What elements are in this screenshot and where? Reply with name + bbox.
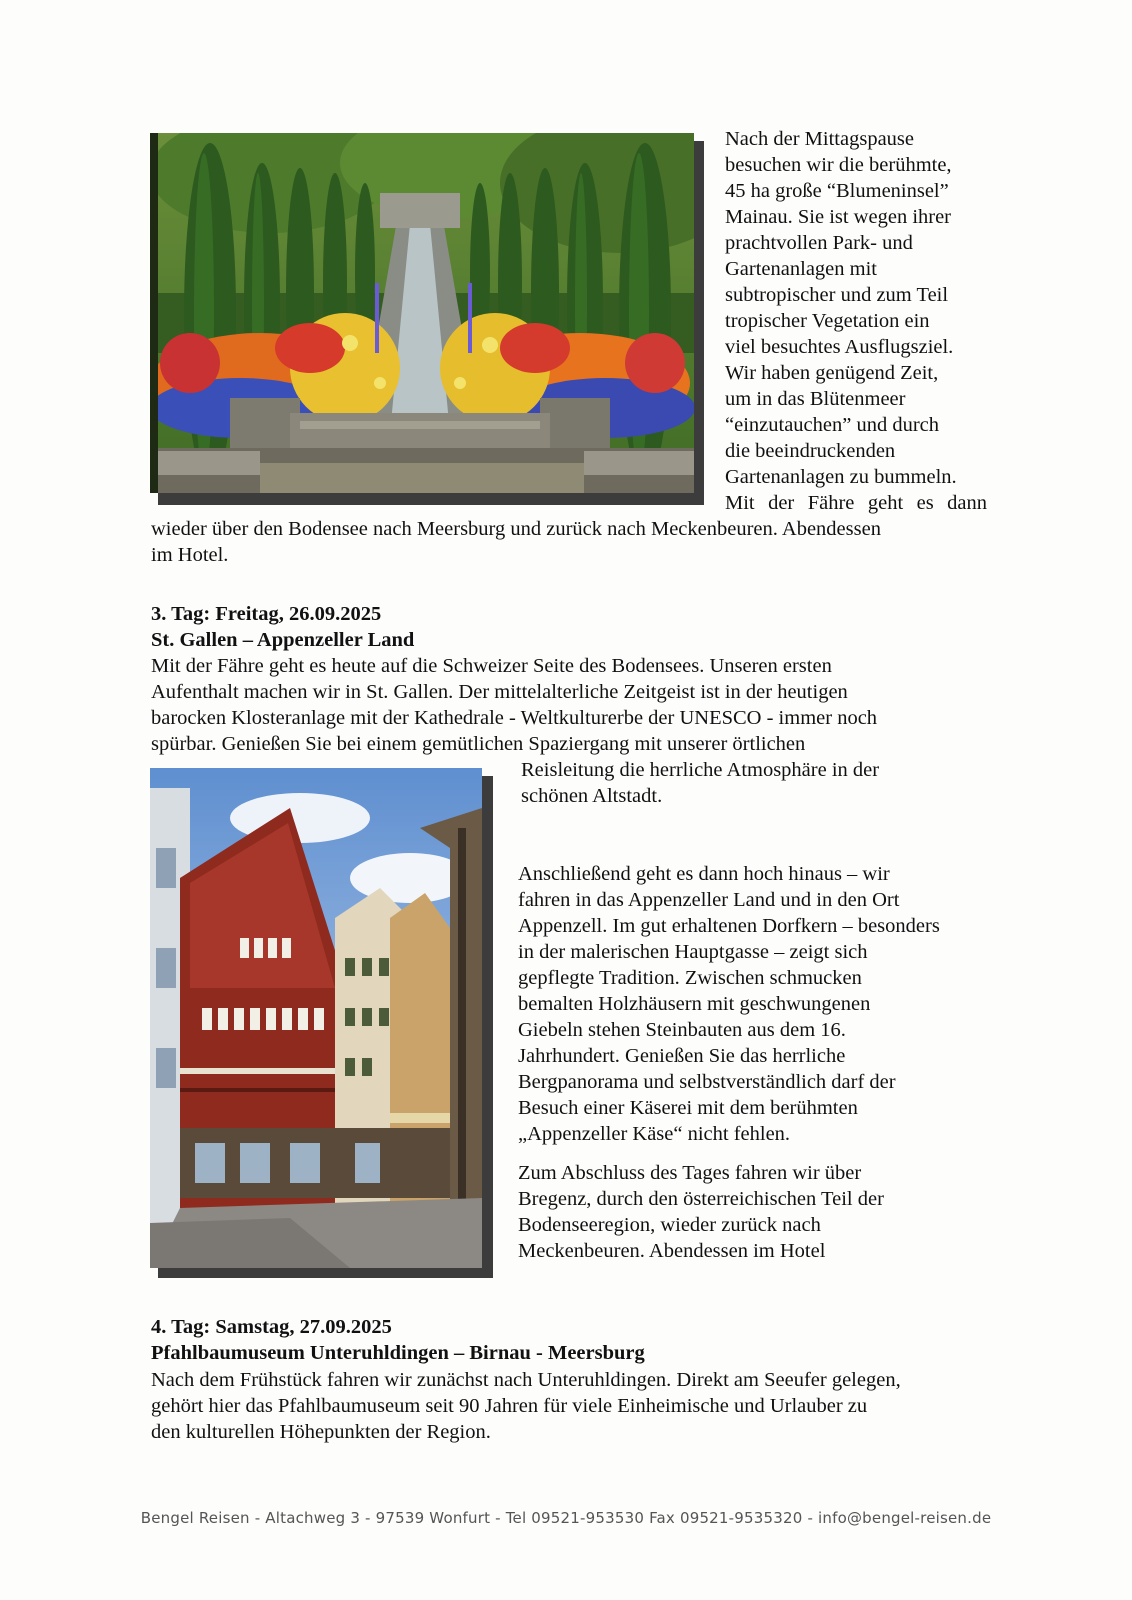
text-line: Appenzell. Im gut erhaltenen Dorfkern – besonders: [518, 915, 940, 937]
text-line: fahren in das Appenzeller Land und in den Ort: [518, 889, 900, 911]
mainau-full-text: [151, 516, 881, 568]
day3-subheading: St. Gallen – Appenzeller Land: [151, 629, 415, 651]
text-line: besuchen wir die berühmte,: [725, 154, 952, 176]
text-line: Reisleitung die herrliche Atmosphäre in der: [521, 759, 880, 781]
day4-text: [151, 1367, 901, 1445]
appenzell-street-photo: [150, 768, 482, 1268]
text-line: Mit der Fähre geht es dann: [725, 492, 987, 514]
text-line: Aufenthalt machen wir in St. Gallen. Der mittelalterliche Zeitgeist ist in der heutigen: [151, 681, 848, 703]
text-line: Wir haben genügend Zeit,: [725, 362, 939, 384]
text-line: „Appenzeller Käse“ nicht fehlen.: [518, 1123, 791, 1145]
mainau-garden-photo: [150, 133, 694, 493]
text-line: um in das Blütenmeer: [725, 388, 906, 410]
text-line: spürbar. Genießen Sie bei einem gemütlichen Spaziergang mit unserer örtlichen: [151, 733, 806, 755]
text-line: Bregenz, durch den österreichischen Teil der: [518, 1188, 884, 1210]
text-line: tropischer Vegetation ein: [725, 310, 930, 332]
day4-heading: 4. Tag: Samstag, 27.09.2025: [151, 1316, 392, 1338]
text-line: Bergpanorama und selbstverständlich darf der: [518, 1071, 896, 1093]
text-line: Gartenanlagen mit: [725, 258, 877, 280]
text-line: prachtvollen Park- und: [725, 232, 913, 254]
day3-side-text-3: [518, 1160, 884, 1264]
text-line: Bodenseeregion, wieder zurück nach: [518, 1214, 821, 1236]
day3-heading: 3. Tag: Freitag, 26.09.2025: [151, 603, 382, 625]
text-line: Nach der Mittagspause: [725, 128, 914, 150]
day4-subheading: Pfahlbaumuseum Unteruhldingen – Birnau - Meersburg: [151, 1342, 645, 1364]
text-line: Giebeln stehen Steinbauten aus dem 16.: [518, 1019, 846, 1041]
text-line: in der malerischen Hauptgasse – zeigt sich: [518, 941, 868, 963]
text-line: viel besuchtes Ausflugsziel.: [725, 336, 954, 358]
text-line: Jahrhundert. Genießen Sie das herrliche: [518, 1045, 846, 1067]
text-line: bemalten Holzhäusern mit geschwungenen: [518, 993, 871, 1015]
text-line: die beeindruckenden: [725, 440, 896, 462]
text-line: Mit der Fähre geht es heute auf die Schweizer Seite des Bodensees. Unseren ersten: [151, 655, 832, 677]
text-line: den kulturellen Höhepunkten der Region.: [151, 1421, 491, 1443]
text-line: gehört hier das Pfahlbaumuseum seit 90 Jahren für viele Einheimische und Urlauber zu: [151, 1395, 868, 1417]
text-line: Mainau. Sie ist wegen ihrer: [725, 206, 952, 228]
text-line: Besuch einer Käserei mit dem berühmten: [518, 1097, 858, 1119]
mainau-side-text: [725, 126, 987, 516]
text-line: barocken Klosteranlage mit der Kathedrale - Weltkulturerbe der UNESCO - immer noch: [151, 707, 878, 729]
text-line: subtropischer und zum Teil: [725, 284, 949, 306]
text-line: gepflegte Tradition. Zwischen schmucken: [518, 967, 862, 989]
page-footer: Bengel Reisen - Altachweg 3 - 97539 Wonfurt - Tel 09521-953530 Fax 09521-9535320 - info@bengel-reisen.de: [140, 1509, 992, 1527]
text-line: wieder über den Bodensee nach Meersburg und zurück nach Meckenbeuren. Abendessen: [151, 518, 881, 540]
text-line: Zum Abschluss des Tages fahren wir über: [518, 1162, 862, 1184]
text-line: Anschließend geht es dann hoch hinaus – wir: [518, 863, 890, 885]
day3-side-text-1: [521, 757, 879, 809]
text-line: 45 ha große “Blumeninsel”: [725, 180, 949, 202]
day3-intro-text: [151, 653, 877, 757]
text-line: “einzutauchen” und durch: [725, 414, 940, 436]
text-line: Nach dem Frühstück fahren wir zunächst nach Unteruhldingen. Direkt am Seeufer gelegen,: [151, 1369, 901, 1391]
text-line: Gartenanlagen zu bummeln.: [725, 466, 957, 488]
text-line: im Hotel.: [151, 544, 229, 566]
text-line: schönen Altstadt.: [521, 785, 663, 807]
day3-side-text-2: [518, 861, 940, 1147]
text-line: Meckenbeuren. Abendessen im Hotel: [518, 1240, 826, 1262]
